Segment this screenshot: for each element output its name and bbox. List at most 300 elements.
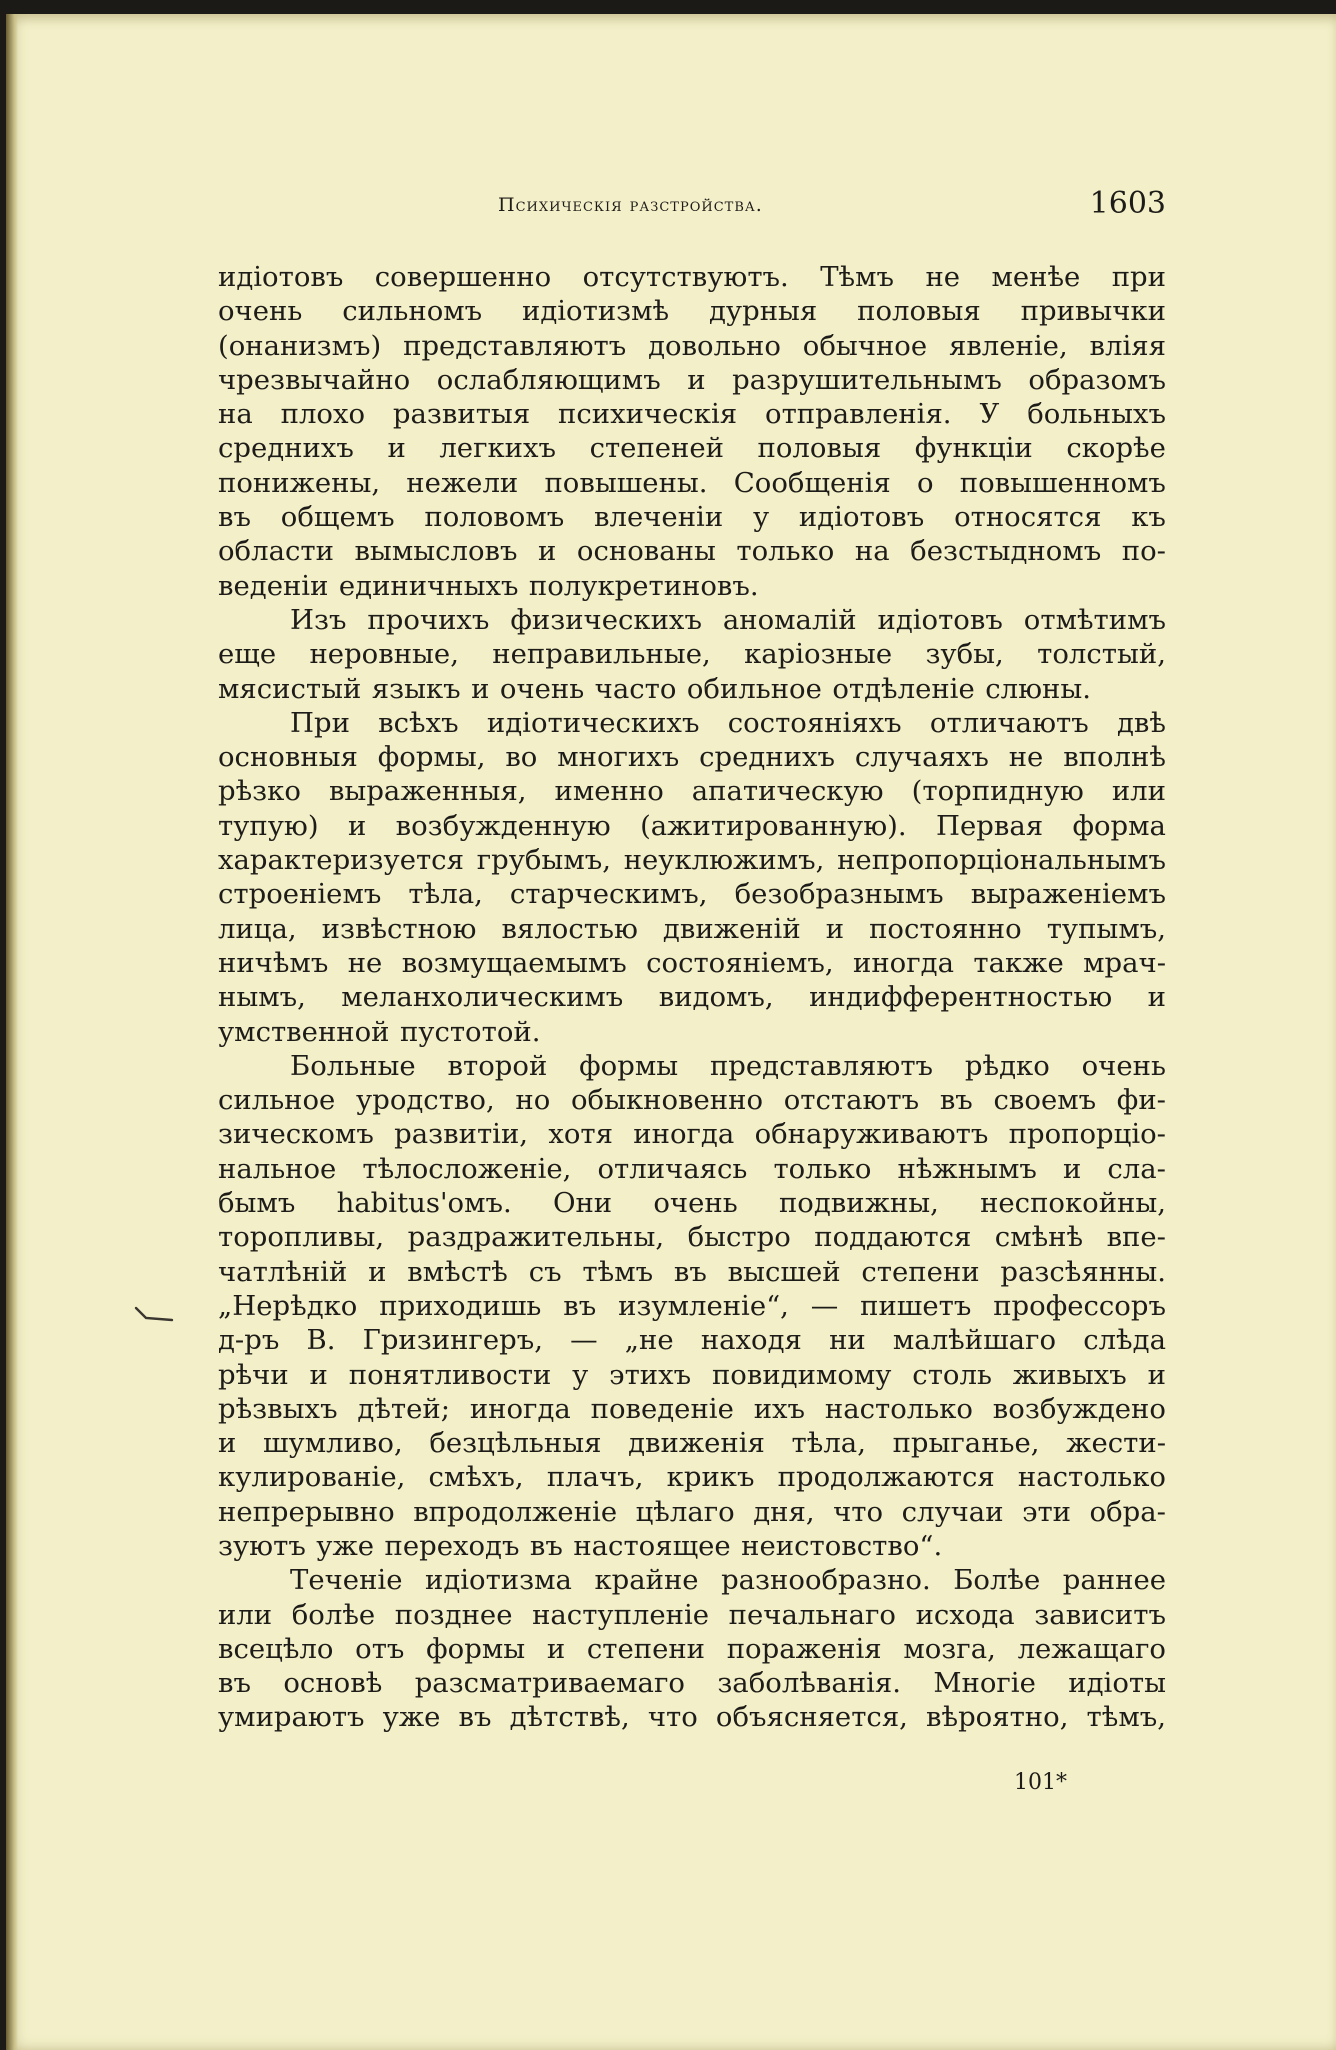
word: представляютъ bbox=[709, 1049, 934, 1082]
word: разсѣянны. bbox=[1000, 1255, 1166, 1288]
word: въ bbox=[529, 1529, 563, 1562]
text-line bbox=[218, 877, 1166, 911]
text-line bbox=[218, 569, 1166, 603]
word: половыя bbox=[757, 432, 882, 465]
word: идіотовъ bbox=[877, 603, 1003, 636]
text-line bbox=[218, 1255, 1166, 1289]
text-line bbox=[218, 1666, 1166, 1700]
word: слюны. bbox=[985, 672, 1091, 705]
word: возбуждено bbox=[992, 1392, 1166, 1425]
text-line bbox=[218, 294, 1166, 328]
word: безобразнымъ bbox=[734, 878, 944, 911]
word: цѣлаго bbox=[635, 1495, 735, 1528]
word: второй bbox=[447, 1049, 548, 1082]
word: возбужденную bbox=[395, 809, 611, 842]
word: или bbox=[218, 1598, 273, 1631]
word: и bbox=[218, 1427, 237, 1460]
word: разнообразно. bbox=[721, 1564, 931, 1597]
word: идіотизма bbox=[424, 1564, 572, 1597]
text-line bbox=[218, 1015, 1166, 1049]
word: шумливо, bbox=[262, 1427, 403, 1460]
word: также bbox=[973, 946, 1064, 979]
word: очень bbox=[1081, 1049, 1166, 1082]
text-line bbox=[218, 431, 1166, 465]
word: въ bbox=[218, 501, 251, 534]
word: аномалій bbox=[722, 603, 857, 636]
word: тупымъ, bbox=[1046, 912, 1166, 945]
word: часто bbox=[594, 672, 677, 705]
word: и bbox=[309, 1358, 328, 1391]
word: лежащаго bbox=[1017, 1632, 1166, 1665]
word: мясистый bbox=[218, 672, 362, 705]
word: неистовство“. bbox=[741, 1529, 943, 1562]
word: У bbox=[979, 398, 1000, 431]
text-line bbox=[218, 740, 1166, 774]
word: — bbox=[570, 1324, 598, 1357]
word: и bbox=[1147, 981, 1166, 1014]
word: движенія bbox=[628, 1427, 765, 1460]
word: состояніемъ, bbox=[646, 946, 834, 979]
text-line bbox=[218, 534, 1166, 568]
word: веденіи bbox=[218, 569, 329, 602]
word: что bbox=[647, 1701, 698, 1734]
word: мрач- bbox=[1083, 946, 1166, 979]
word: очень bbox=[499, 672, 585, 705]
word: половомъ bbox=[424, 501, 565, 534]
word: апатическую bbox=[691, 775, 884, 808]
word: и bbox=[825, 912, 845, 945]
word: очень bbox=[218, 295, 303, 328]
word: ослабляющимъ bbox=[436, 363, 661, 396]
word: форма bbox=[1072, 809, 1166, 842]
word: во bbox=[505, 741, 538, 774]
word: толстый, bbox=[1037, 638, 1166, 671]
word: въ bbox=[673, 1255, 707, 1288]
word: при bbox=[1111, 261, 1166, 293]
word: дурныя bbox=[709, 295, 818, 328]
word: понятливости bbox=[348, 1358, 552, 1391]
word: повидимому bbox=[711, 1358, 892, 1391]
word: неспокойны, bbox=[980, 1187, 1166, 1220]
word: живыхъ bbox=[1012, 1358, 1127, 1391]
word: дѣтей; bbox=[357, 1392, 450, 1425]
word: (торпидную bbox=[911, 775, 1084, 808]
word: общемъ bbox=[280, 501, 395, 534]
word: своемъ bbox=[993, 1084, 1097, 1117]
text-line bbox=[218, 637, 1166, 671]
word: основныя bbox=[218, 741, 358, 774]
word: При bbox=[290, 706, 350, 739]
word: состояніяхъ bbox=[727, 706, 902, 739]
text-line bbox=[218, 1323, 1166, 1357]
word: вялостью bbox=[501, 912, 638, 945]
word: — bbox=[810, 1289, 839, 1322]
word: и bbox=[347, 809, 367, 842]
word: (онанизмъ) bbox=[218, 329, 382, 362]
text-line bbox=[218, 1598, 1166, 1632]
word: функціи bbox=[914, 432, 1033, 465]
word: обыкновенно bbox=[570, 1084, 764, 1117]
text-line bbox=[218, 1392, 1166, 1426]
word: рѣчи bbox=[218, 1358, 289, 1391]
word: совершенно bbox=[374, 261, 552, 293]
word: продолжаются bbox=[777, 1461, 995, 1494]
word: крайне bbox=[594, 1564, 699, 1597]
word: рѣдко bbox=[964, 1049, 1050, 1082]
running-title: Психическія разстройства. bbox=[498, 194, 763, 216]
word: на bbox=[218, 398, 253, 431]
word: единичныхъ bbox=[338, 569, 519, 602]
word: пропорціо- bbox=[1008, 1118, 1166, 1151]
word: обра- bbox=[1089, 1495, 1166, 1528]
word: всѣхъ bbox=[378, 706, 459, 739]
word: привычки bbox=[1020, 295, 1166, 328]
word: вмѣстѣ bbox=[407, 1255, 508, 1288]
word: въ bbox=[218, 1667, 251, 1700]
word: тѣла, bbox=[791, 1427, 866, 1460]
word: Многіе bbox=[933, 1667, 1036, 1700]
word: отстаютъ bbox=[783, 1084, 920, 1117]
word: сильномъ bbox=[342, 295, 483, 328]
word: крикъ bbox=[666, 1461, 755, 1494]
word: дня, bbox=[753, 1495, 815, 1528]
word: безцѣльныя bbox=[429, 1427, 602, 1460]
word: мозга, bbox=[903, 1632, 996, 1665]
word: тѣлосложеніе, bbox=[362, 1152, 572, 1185]
word: профессоръ bbox=[993, 1289, 1166, 1322]
word: видомъ, bbox=[658, 981, 774, 1014]
word: лица, bbox=[218, 912, 297, 945]
word: индифферентностью bbox=[809, 981, 1113, 1014]
word: быстро bbox=[687, 1221, 791, 1254]
text-line bbox=[218, 1700, 1166, 1734]
text-line bbox=[218, 843, 1166, 877]
word: неправильные, bbox=[492, 638, 711, 671]
word: ничѣмъ bbox=[218, 946, 329, 979]
word: „Нерѣдко bbox=[218, 1289, 358, 1322]
word: иногда bbox=[469, 1392, 571, 1425]
word: повышенномъ bbox=[959, 466, 1166, 499]
word: физическихъ bbox=[510, 603, 702, 636]
word: болѣе bbox=[291, 1598, 376, 1631]
word: плохо bbox=[280, 398, 366, 431]
word: строеніемъ bbox=[218, 878, 382, 911]
text-line bbox=[218, 1049, 1166, 1083]
word: объясняется, bbox=[715, 1701, 908, 1734]
word: старческимъ, bbox=[509, 878, 708, 911]
text-line bbox=[218, 329, 1166, 363]
word: у bbox=[572, 1358, 589, 1391]
word: зависитъ bbox=[1034, 1598, 1166, 1631]
word: находя bbox=[700, 1324, 802, 1357]
word: среднихъ bbox=[699, 741, 836, 774]
word: очень bbox=[653, 1187, 738, 1220]
word: что bbox=[833, 1495, 884, 1528]
word: въ bbox=[563, 1289, 597, 1322]
word: идіоты bbox=[1068, 1667, 1166, 1700]
body-text bbox=[218, 260, 1166, 1735]
word: только bbox=[773, 1152, 872, 1185]
margin-pencil-mark bbox=[132, 1304, 176, 1328]
word: фи- bbox=[1116, 1084, 1166, 1117]
word: иногда bbox=[853, 946, 954, 979]
word: впе- bbox=[1106, 1221, 1166, 1254]
word: непропорціональнымъ bbox=[837, 844, 1166, 877]
word: переходъ bbox=[384, 1529, 520, 1562]
word: торопливы, bbox=[218, 1221, 385, 1254]
word: непрерывно bbox=[218, 1495, 395, 1528]
text-line bbox=[218, 1152, 1166, 1186]
word: съ bbox=[528, 1255, 562, 1288]
page-header bbox=[218, 186, 1166, 230]
word: и bbox=[1147, 1358, 1166, 1391]
word: понижены, bbox=[218, 466, 381, 499]
word: идіотовъ bbox=[218, 261, 344, 293]
word: рѣзвыхъ bbox=[218, 1392, 338, 1425]
word: неуклюжимъ, bbox=[623, 844, 825, 877]
word: степени bbox=[586, 1632, 706, 1665]
word: развитіи, bbox=[394, 1118, 529, 1151]
word: зуютъ bbox=[218, 1529, 306, 1562]
word: столь bbox=[912, 1358, 992, 1391]
word: идіотизмѣ bbox=[522, 295, 670, 328]
word: грубымъ, bbox=[476, 844, 611, 877]
word: дѣтствѣ, bbox=[509, 1701, 630, 1734]
text-line bbox=[218, 500, 1166, 534]
word: многихъ bbox=[557, 741, 680, 774]
word: иногда bbox=[633, 1118, 735, 1151]
word: нежели bbox=[406, 466, 519, 499]
word: движеній bbox=[662, 912, 801, 945]
word: (ажитированную). bbox=[640, 809, 907, 842]
word: сла- bbox=[1107, 1152, 1166, 1185]
sheet-signature: 101* bbox=[1014, 1770, 1067, 1795]
word: Больные bbox=[290, 1049, 416, 1082]
word: поддаются bbox=[814, 1221, 972, 1254]
word: половыя bbox=[857, 295, 981, 328]
word: вымысловъ bbox=[354, 535, 518, 568]
word: раннее bbox=[1062, 1564, 1166, 1597]
word: о bbox=[916, 466, 934, 499]
word: кулированіе, bbox=[218, 1461, 406, 1494]
word: исхода bbox=[915, 1598, 1015, 1631]
word: обычное bbox=[802, 329, 928, 362]
word: обнаруживаютъ bbox=[754, 1118, 989, 1151]
word: разрушительнымъ bbox=[732, 363, 1002, 396]
word: отсутствуютъ. bbox=[582, 261, 789, 293]
text-line bbox=[218, 1460, 1166, 1494]
text-line bbox=[218, 1529, 1166, 1563]
word: жести- bbox=[1066, 1427, 1166, 1460]
word: тупую) bbox=[218, 809, 319, 842]
word: формы bbox=[579, 1049, 679, 1082]
word: зическомъ bbox=[218, 1118, 374, 1151]
text-line bbox=[218, 260, 1166, 294]
text-line bbox=[218, 1117, 1166, 1151]
word: позднее bbox=[394, 1598, 513, 1631]
word: степеней bbox=[589, 432, 724, 465]
text-line bbox=[218, 1426, 1166, 1460]
word: больныхъ bbox=[1027, 398, 1166, 431]
word: и bbox=[471, 672, 490, 705]
text-line bbox=[218, 809, 1166, 843]
word: не bbox=[925, 261, 961, 293]
word: пустотой. bbox=[399, 1015, 541, 1048]
word: разсматриваемаго bbox=[414, 1667, 685, 1700]
word: ни bbox=[829, 1324, 866, 1357]
word: habitus'омъ. bbox=[336, 1187, 512, 1220]
word: высшей bbox=[727, 1255, 841, 1288]
word: постоянно bbox=[869, 912, 1022, 945]
word: настолько bbox=[824, 1392, 973, 1425]
word: случаяхъ bbox=[854, 741, 989, 774]
word: этихъ bbox=[609, 1358, 692, 1391]
word: смѣнѣ bbox=[994, 1221, 1084, 1254]
word: случаи bbox=[901, 1495, 1004, 1528]
word: печальнаго bbox=[728, 1598, 896, 1631]
text-line bbox=[218, 774, 1166, 808]
word: вѣроятно, bbox=[926, 1701, 1069, 1734]
word: но bbox=[515, 1084, 551, 1117]
word: хотя bbox=[548, 1118, 613, 1151]
text-line bbox=[218, 1358, 1166, 1392]
word: формы, bbox=[377, 741, 486, 774]
word: уродство, bbox=[356, 1084, 495, 1117]
word: образомъ bbox=[1028, 363, 1166, 396]
word: отъ bbox=[355, 1632, 405, 1665]
word: къ bbox=[1131, 501, 1166, 534]
word: не bbox=[347, 946, 383, 979]
text-line bbox=[218, 1289, 1166, 1323]
page-number: 1603 bbox=[1089, 186, 1166, 221]
text-line bbox=[218, 1083, 1166, 1117]
word: нымъ, bbox=[218, 981, 306, 1014]
word: раздражительны, bbox=[407, 1221, 665, 1254]
word: уже bbox=[382, 1701, 441, 1734]
word: и bbox=[1062, 1152, 1082, 1185]
word: подвижны, bbox=[778, 1187, 939, 1220]
text-line bbox=[218, 672, 1166, 706]
word: нѣжнымъ bbox=[897, 1152, 1037, 1185]
text-line bbox=[218, 363, 1166, 397]
word: Изъ bbox=[290, 603, 347, 636]
word: пишетъ bbox=[860, 1289, 972, 1322]
word: только bbox=[736, 535, 835, 568]
word: неровные, bbox=[309, 638, 459, 671]
word: языкъ bbox=[371, 672, 461, 705]
text-line bbox=[218, 946, 1166, 980]
word: и bbox=[687, 363, 706, 396]
text-line bbox=[218, 706, 1166, 740]
word: степени bbox=[861, 1255, 980, 1288]
word: Первая bbox=[936, 809, 1044, 842]
word: влеченіи bbox=[594, 501, 724, 534]
word: приходишь bbox=[379, 1289, 542, 1322]
word: ихъ bbox=[753, 1392, 806, 1425]
text-line bbox=[218, 1632, 1166, 1666]
word: и bbox=[368, 1255, 387, 1288]
word: чрезвычайно bbox=[218, 363, 411, 396]
text-line bbox=[218, 1186, 1166, 1220]
word: впродолженіе bbox=[413, 1495, 618, 1528]
word: отдѣленіе bbox=[832, 672, 975, 705]
word: каріозные bbox=[744, 638, 893, 671]
word: Гризингеръ, bbox=[362, 1324, 543, 1357]
word: наступленіе bbox=[532, 1598, 710, 1631]
word: и bbox=[546, 1632, 566, 1665]
word: отправленія. bbox=[765, 398, 952, 431]
text-line bbox=[218, 980, 1166, 1014]
word: основѣ bbox=[283, 1667, 383, 1700]
word: прыганье, bbox=[892, 1427, 1040, 1460]
word: формы bbox=[426, 1632, 526, 1665]
word: чатлѣній bbox=[218, 1255, 348, 1288]
word: заболѣванія. bbox=[717, 1667, 901, 1700]
word: идіотовъ bbox=[798, 501, 925, 534]
word: на bbox=[854, 535, 890, 568]
word: скорѣе bbox=[1066, 432, 1166, 465]
word: всецѣло bbox=[218, 1632, 334, 1665]
word: еще bbox=[218, 638, 277, 671]
word: „не bbox=[624, 1324, 674, 1357]
word: нальное bbox=[218, 1152, 337, 1185]
word: и bbox=[387, 432, 406, 465]
word: тѣмъ bbox=[582, 1255, 654, 1288]
word: менѣе bbox=[991, 261, 1081, 293]
text-line bbox=[218, 1495, 1166, 1529]
word: психическія bbox=[558, 398, 738, 431]
word: или bbox=[1111, 775, 1166, 808]
word: именно bbox=[554, 775, 664, 808]
word: бымъ bbox=[218, 1187, 296, 1220]
text-line bbox=[218, 603, 1166, 637]
word: настоящее bbox=[573, 1529, 731, 1562]
word: вполнѣ bbox=[1063, 741, 1166, 774]
word: умираютъ bbox=[218, 1701, 365, 1734]
text-line bbox=[218, 1220, 1166, 1254]
word: идіотическихъ bbox=[486, 706, 700, 739]
word: основаны bbox=[576, 535, 716, 568]
word: Тѣмъ bbox=[820, 261, 895, 293]
word: обильное bbox=[686, 672, 822, 705]
word: уже bbox=[316, 1529, 375, 1562]
word: относятся bbox=[954, 501, 1102, 534]
word: пораженія bbox=[726, 1632, 882, 1665]
word: и bbox=[538, 535, 557, 568]
text-line bbox=[218, 912, 1166, 946]
word: поведеніе bbox=[590, 1392, 734, 1425]
word: у bbox=[752, 501, 770, 534]
word: настолько bbox=[1017, 1461, 1166, 1494]
word: выраженныя, bbox=[328, 775, 527, 808]
word: возмущаемымъ bbox=[401, 946, 627, 979]
word: прочихъ bbox=[367, 603, 490, 636]
word: Болѣе bbox=[953, 1564, 1041, 1597]
word: сильное bbox=[218, 1084, 336, 1117]
word: отмѣтимъ bbox=[1023, 603, 1166, 636]
word: изумленіе“, bbox=[618, 1289, 789, 1322]
word: умственной bbox=[218, 1015, 390, 1048]
word: извѣстною bbox=[321, 912, 477, 945]
word: Теченіе bbox=[290, 1564, 403, 1597]
word: среднихъ bbox=[218, 432, 354, 465]
word: явленіе, bbox=[948, 329, 1068, 362]
word: области bbox=[218, 535, 334, 568]
word: повышены. bbox=[544, 466, 708, 499]
word: безстыдномъ bbox=[910, 535, 1102, 568]
word: двѣ bbox=[1116, 706, 1166, 739]
word: довольно bbox=[648, 329, 781, 362]
